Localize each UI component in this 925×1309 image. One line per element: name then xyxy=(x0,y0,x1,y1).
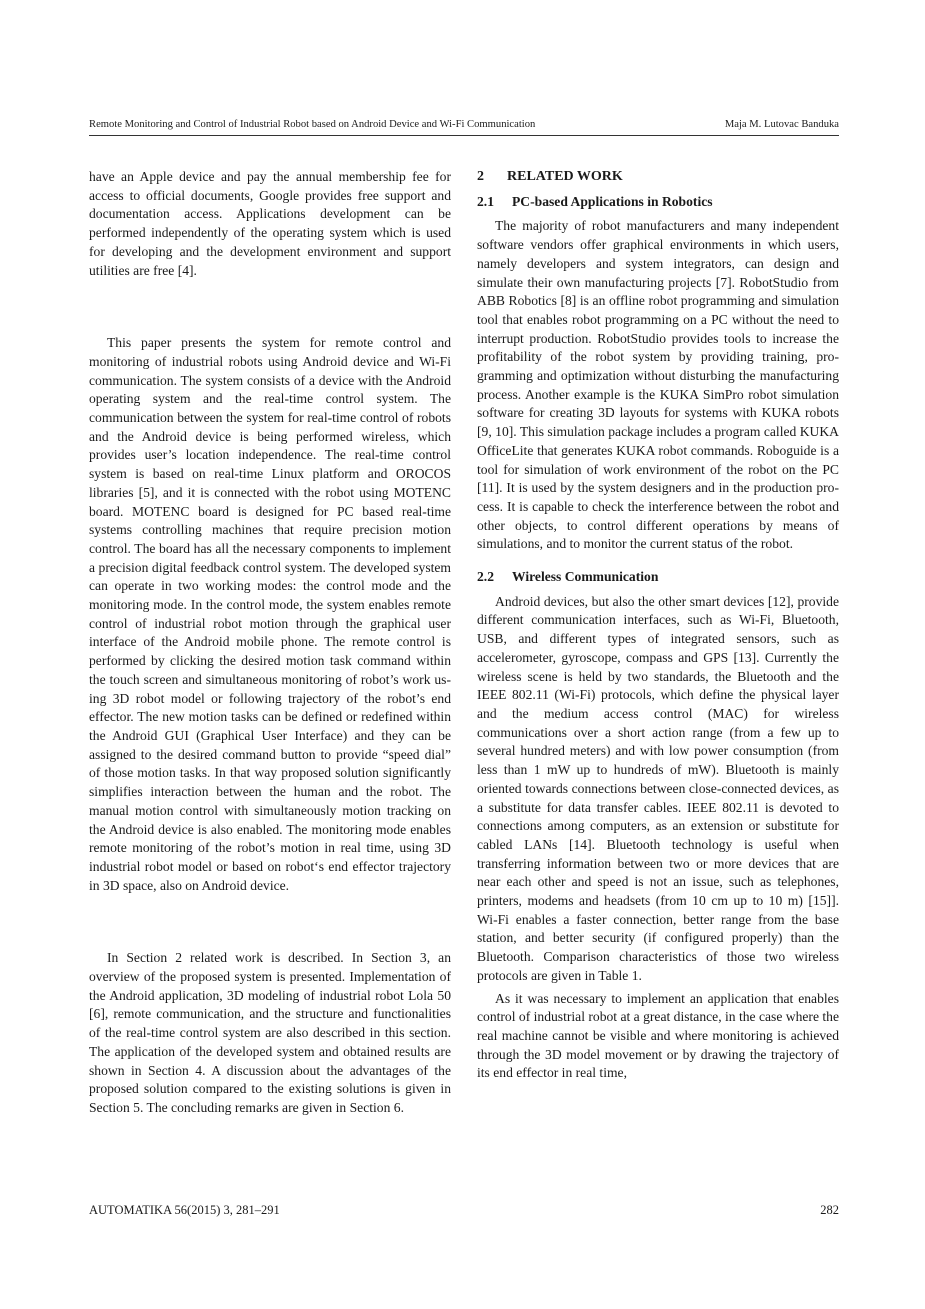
paragraph-system-overview: This paper presents the system for remote control and monitoring of industrial robots using Android device and Wi-Fi communication. The system consists of a device with the Android operating system and the real-time control system. The communication between the system for real-time control of robots and the Android device is being performed wireless, which provides user’s location independence. The real-time control system is based on real-time Linux platform and OROCOS libraries [5], and it is connected with the robot using MOTENC board. MOTENC board is designed for PC based real-time systems controlling machines that require precision motion control. The board has all the necessary components to implement a precision digital feedback control system. The developed system can operate in two working modes: the control mode and the monitoring mode. In the control mode, the system enables remote control of industrial robot motion through the graphical user interface of the Android mobile phone. The remote control is performed by clicking the desired motion task command within the touch screen and simultaneous monitoring of robot’s work using 3D robot model or following trajectory of the robot’s end effector. The new motion tasks can be defined or redefined within the Android GUI (Graphical User Interface) and they can be assigned to the desired command button to provide “speed dial” of those motion tasks. In that way proposed solution significantly simplifies interaction between the human and the robot. The manual motion control with simultaneously motion tracking on the Android device is also enabled. The monitoring mode enables remote monitoring of the robot’s motion in real time, using 3D industrial robot model or based on robot‘s end effector trajectory in 3D space, also on Android device. xyxy=(89,335,451,893)
right-column xyxy=(477,168,839,1083)
section-number: 2 xyxy=(477,169,484,184)
paragraph-continued: have an Apple device and pay the annual membership fee for access to official documents, Google provides free support and documentation access. Applications development can be performed independently of the operating system which is used for developing and the development environment and support utilities are free [4]. xyxy=(89,169,451,278)
paragraph-wireless-standards: Android devices, but also the other smart devices [12], provide different communication interfaces, such as Wi-Fi, Bluetooth, USB, and different types of integrated sensors, such as accelerometer, gyroscope, compass and GPS [13]. Currently the wireless scene is held by two standards, the Bluetooth and the IEEE 802.11 (Wi-Fi) protocols, which define the physical layer and the medium access control (MAC) for wireless communications over a short action range (from a few up to several hundred meters) and with low power consumption (from less than 1 mW up to hundreds of mW). Bluetooth is mainly oriented towards connections between close-connected devices, as a substitute for data transfer cables. IEEE 802.11 is devoted to connections among computers, as an extension or substitute for cabled LANs [14]. Bluetooth technology is useful when transferring information between two or more devices that are near each other and speed is not an issue, such as telephones, printers, modems and headsets (from 10 cm up to 10 m) [15]]. Wi-Fi enables a faster connection, better range from the base station, and better security (if configured properly) than the Bluetooth. Comparison characteristics of those two wireless protocols are given in Table 1. xyxy=(477,593,839,983)
subsection-heading-2-1 xyxy=(477,193,839,212)
paragraph-paper-outline: In Section 2 related work is described. In Section 3, an overview of the proposed system is presented. Implementation of the Android application, 3D modeling of industrial robot Lola 50 [6], remote communication, and the structure and functionalities of the real-time control system are also described in this section. The application of the developed system and obtained results are shown in Section 4. A discussion about the advantages of the proposed solution compared to the existing solutions is given in Section 5. The concluding remarks are given in Section 6. xyxy=(89,950,451,1115)
subsection-number: 2.2 xyxy=(477,569,494,585)
running-header xyxy=(89,119,839,136)
subsection-title: PC-based Applications in Robotics xyxy=(512,193,713,209)
journal-citation: AUTOMATIKA 56(2015) 3, 281–291 xyxy=(89,1203,280,1217)
paragraph-application-need: As it was necessary to implement an application that enables control of industrial robot at a great distance, in the case where the real machine cannot be visible and where monitoring is achieved through the 3D model movement or by drawing the trajectory of its end effector in real time, xyxy=(477,990,839,1081)
section-heading xyxy=(477,168,839,187)
running-title: Remote Monitoring and Control of Industrial Robot based on Android Device and Wi-Fi Communication xyxy=(89,119,536,130)
running-author: Maja M. Lutovac Banduka xyxy=(724,119,839,130)
subsection-title: Wireless Communication xyxy=(512,569,659,585)
subsection-heading-2-2 xyxy=(477,568,839,587)
page-number: 282 xyxy=(820,1203,839,1217)
section-title: RELATED WORK xyxy=(507,169,623,184)
subsection-number: 2.1 xyxy=(477,193,494,209)
left-column xyxy=(89,168,451,1118)
paragraph-pc-applications: The majority of robot manufacturers and many independent software vendors offer graphical environments in which users, namely developers and system integrators, can design and simulate their own manufacturing projects [7]. RobotStudio from ABB Robotics [8] is an offline robot programming and simulation tool that enables robot programming on a PC without the need to interrupt production. RobotStudio provides tools to increase the profitability of the robot system by providing training, programming and optimization without disturbing the manufacturing process. Another example is the KUKA SimPro robot simulation software for creating 3D layouts for systems with KUKA robots [9, 10]. This simulation package includes a program called KUKA OfficeLite that generates KUKA robot commands. Roboguide is a tool for simulation of work environment of the robot on the PC [11]. It is used by the system designers and in the production process. It is capable to check the interference between the robot and other objects, to control different operations by means of simulations, and to monitor the current status of the robot. xyxy=(477,218,839,552)
